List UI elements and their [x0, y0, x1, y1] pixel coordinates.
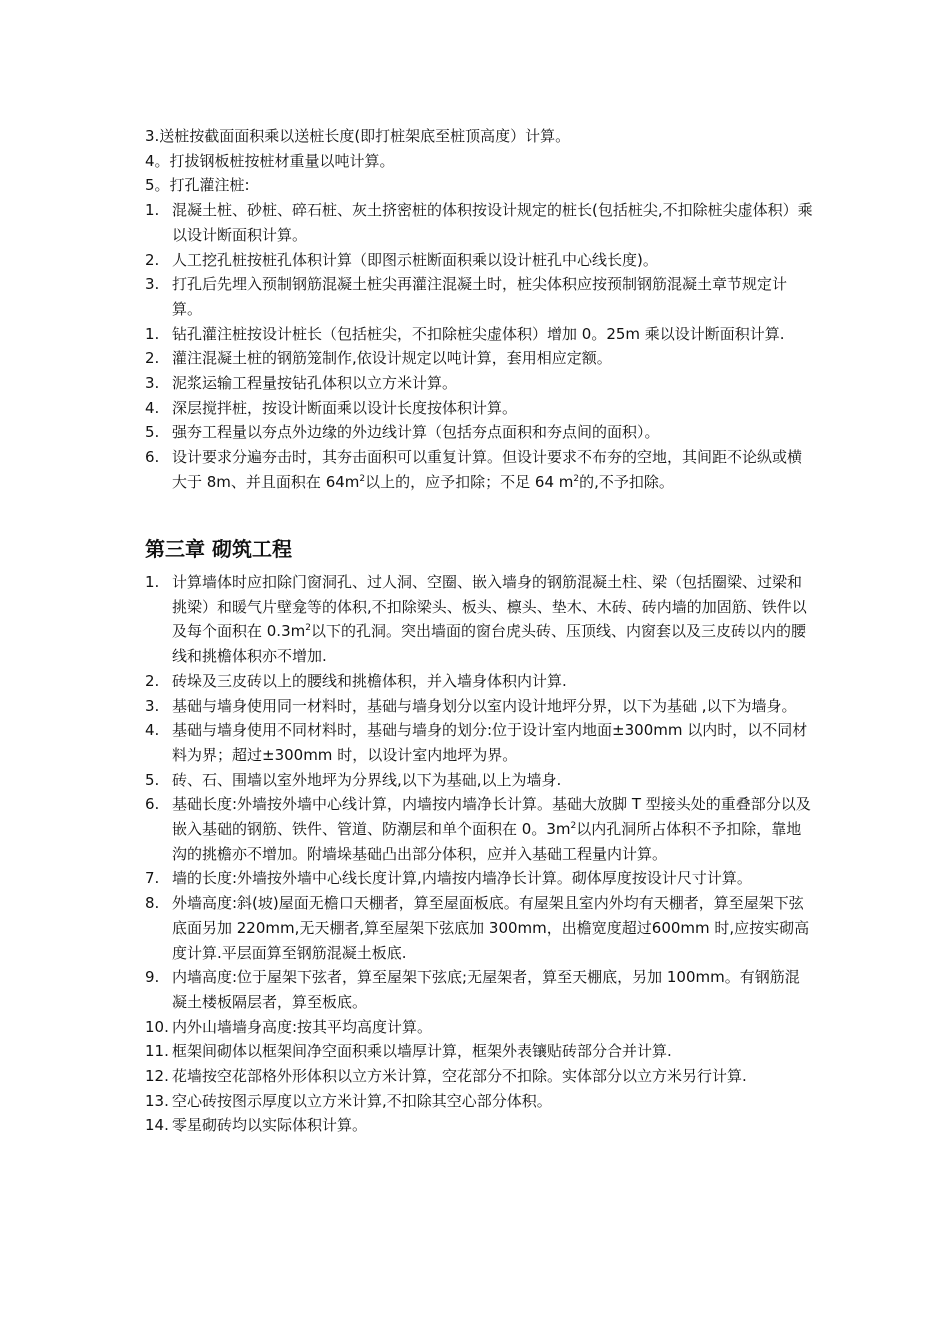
list-text: 墙的长度:外墙按外墙中心线长度计算,内墙按内墙净长计算。砌体厚度按设计尺寸计算。	[172, 869, 752, 888]
list-item	[145, 570, 813, 669]
list-number: 1.	[145, 573, 160, 591]
list-text: 空心砖按图示厚度以立方米计算,不扣除其空心部分体积。	[172, 1091, 552, 1110]
superscript: 2	[573, 473, 580, 484]
list-number: 4.	[145, 398, 160, 417]
list-item	[145, 1113, 813, 1138]
list-text: 外墙高度:斜(坡)屋面无檐口天棚者，算至屋面板底。有屋架且室内外均有天棚者，算至屋架下弦底面另加 220mm,无天棚者,算至屋架下弦底加 300mm，出檐宽度超过600mm 时,应按实砌高度计算.平层面算至钢筋混凝土板底.	[172, 894, 810, 962]
list-number: 14.	[145, 1116, 169, 1135]
list-text: 强夯工程量以夯点外边缘的外边线计算（包括夯点面积和夯点间的面积）。	[172, 423, 660, 442]
list-item	[145, 694, 813, 719]
list-item	[145, 1089, 813, 1114]
superscript: 2	[305, 623, 311, 634]
list-number: 10.	[145, 1017, 169, 1036]
list-number: 1.	[145, 324, 160, 343]
list-text: 打孔后先埋入预制钢筋混凝土桩尖再灌注混凝土时，桩尖体积应按预制钢筋混凝土章节规定计算。	[172, 275, 788, 318]
list-item	[145, 669, 813, 694]
list-text: 零星砌砖均以实际体积计算。	[172, 1116, 368, 1135]
list-number: 8.	[145, 894, 160, 913]
list-item	[145, 272, 813, 321]
text-run: 基础长度:外墙按外墙中心线计算，内墙按内墙净长计算。基础大放脚 T 型接头处的重叠部分以及嵌入基础的钢筋、铁件、管道、防潮层和单个面积在 0。3m	[172, 795, 811, 839]
list-number: 3.	[145, 374, 160, 393]
list-item	[145, 965, 813, 1014]
list-item	[145, 346, 813, 371]
list-number: 2.	[145, 671, 160, 690]
list-text: 基础与墙身使用不同材料时，基础与墙身的划分:位于设计室内地面±300mm 以内时，以不同材料为界；超过±300mm 时，以设计室内地坪为界。	[172, 721, 808, 764]
list-item	[145, 891, 813, 965]
list-text: 泥浆运输工程量按钻孔体积以立方米计算。	[172, 374, 458, 393]
list-text: 深层搅拌桩，按设计断面乘以设计长度按体积计算。	[172, 398, 518, 417]
list-item	[145, 1064, 813, 1089]
list-text: 内外山墙墙身高度:按其平均高度计算。	[172, 1017, 433, 1036]
list-item	[145, 1039, 813, 1064]
list-text: 砖垛及三皮砖以上的腰线和挑檐体积，并入墙身体积内计算.	[172, 671, 567, 690]
list-item	[145, 1015, 813, 1040]
list-number: 13.	[145, 1091, 169, 1110]
text-run: 设计要求分遍夯击时，其夯击面积可以重复计算。但设计要求不布夯的空地，其间距不论纵或横大于 8m、并且面积在 64m	[172, 448, 803, 491]
list-number: 12.	[145, 1067, 169, 1086]
list-text: 钻孔灌注桩按设计桩长（包括桩尖，不扣除桩尖虚体积）增加 0。25m 乘以设计断面积计算.	[172, 324, 785, 343]
text-run: 以下的孔洞。突出墙面的窗台虎头砖、压顶线、内窗套以及三皮砖以内的腰线和挑檐体积亦不增加.	[172, 622, 806, 666]
list-number: 7.	[145, 869, 160, 888]
list-item	[145, 371, 813, 396]
list-number: 11.	[145, 1042, 169, 1061]
list-number: 6.	[145, 795, 160, 814]
text-run: 以内孔洞所占体积不予扣除，靠地沟的挑檐亦不增加。附墙垛基础凸出部分体积，应并入基础工程量内计算。	[172, 820, 802, 863]
list-item	[145, 768, 813, 793]
list-number: 6.	[145, 448, 160, 467]
list-text: 灌注混凝土桩的钢筋笼制作,依设计规定以吨计算，套用相应定额。	[172, 349, 612, 368]
list-text	[172, 792, 813, 866]
text-run: 计算墙体时应扣除门窗洞孔、过人洞、空圈、嵌入墙身的钢筋混凝土柱、梁（包括圈梁、过梁和挑梁）和暖气片壁龛等的体积,不扣除梁头、板头、檩头、垫木、木砖、砖内墙的加固筋、铁件以及每个面积在 0.3m	[172, 573, 807, 641]
section-pile-rules	[145, 124, 813, 495]
list-text: 框架间砌体以框架间净空面积乘以墙厚计算，框架外表镶贴砖部分合并计算.	[172, 1042, 672, 1061]
list-number: 1.	[145, 201, 160, 220]
list-text	[172, 445, 813, 494]
list-item	[145, 248, 813, 273]
superscript: 2	[570, 821, 577, 832]
paragraph: 5。打孔灌注桩:	[145, 176, 250, 195]
list-number: 2.	[145, 349, 160, 368]
section-masonry-rules	[145, 570, 813, 1138]
chapter-heading: 第三章 砌筑工程	[145, 537, 292, 561]
list-number: 3.	[145, 275, 160, 294]
list-text	[172, 570, 813, 669]
list-text: 基础与墙身使用同一材料时，基础与墙身划分以室内设计地坪分界，以下为基础 ,以下为墙身。	[172, 696, 797, 715]
list-item	[145, 322, 813, 347]
list-item	[145, 718, 813, 767]
list-item	[145, 396, 813, 421]
list-number: 5.	[145, 770, 160, 789]
list-text: 内墙高度:位于屋架下弦者，算至屋架下弦底;无屋架者，算至天棚底，另加 100mm。有钢筋混凝土楼板隔层者，算至板底。	[172, 968, 800, 1011]
list-item	[145, 866, 813, 891]
text-run: 以上的，应予扣除；不足 64 m	[365, 472, 574, 491]
list-item	[145, 792, 813, 866]
list-item	[145, 445, 813, 494]
superscript: 2	[359, 473, 366, 484]
text-run: 的,不予扣除。	[579, 472, 674, 491]
list-text: 砖、石、围墙以室外地坪为分界线,以下为基础,以上为墙身.	[172, 770, 562, 789]
list-item	[145, 198, 813, 247]
list-item	[145, 420, 813, 445]
list-text: 花墙按空花部格外形体积以立方米计算，空花部分不扣除。实体部分以立方米另行计算.	[172, 1067, 747, 1086]
list-text: 人工挖孔桩按桩孔体积计算（即图示桩断面积乘以设计桩孔中心线长度)。	[172, 250, 658, 269]
paragraph: 3.送桩按截面面积乘以送桩长度(即打桩架底至桩顶高度）计算。	[145, 127, 571, 145]
list-number: 2.	[145, 250, 160, 269]
list-text: 混凝土桩、砂桩、碎石桩、灰土挤密桩的体积按设计规定的桩长(包括桩尖,不扣除桩尖虚体积）乘以设计断面积计算。	[172, 201, 813, 244]
list-number: 9.	[145, 968, 160, 987]
paragraph: 4。打拔钢板桩按桩材重量以吨计算。	[145, 151, 395, 170]
list-number: 5.	[145, 423, 160, 442]
list-number: 3.	[145, 696, 160, 715]
list-number: 4.	[145, 721, 160, 740]
